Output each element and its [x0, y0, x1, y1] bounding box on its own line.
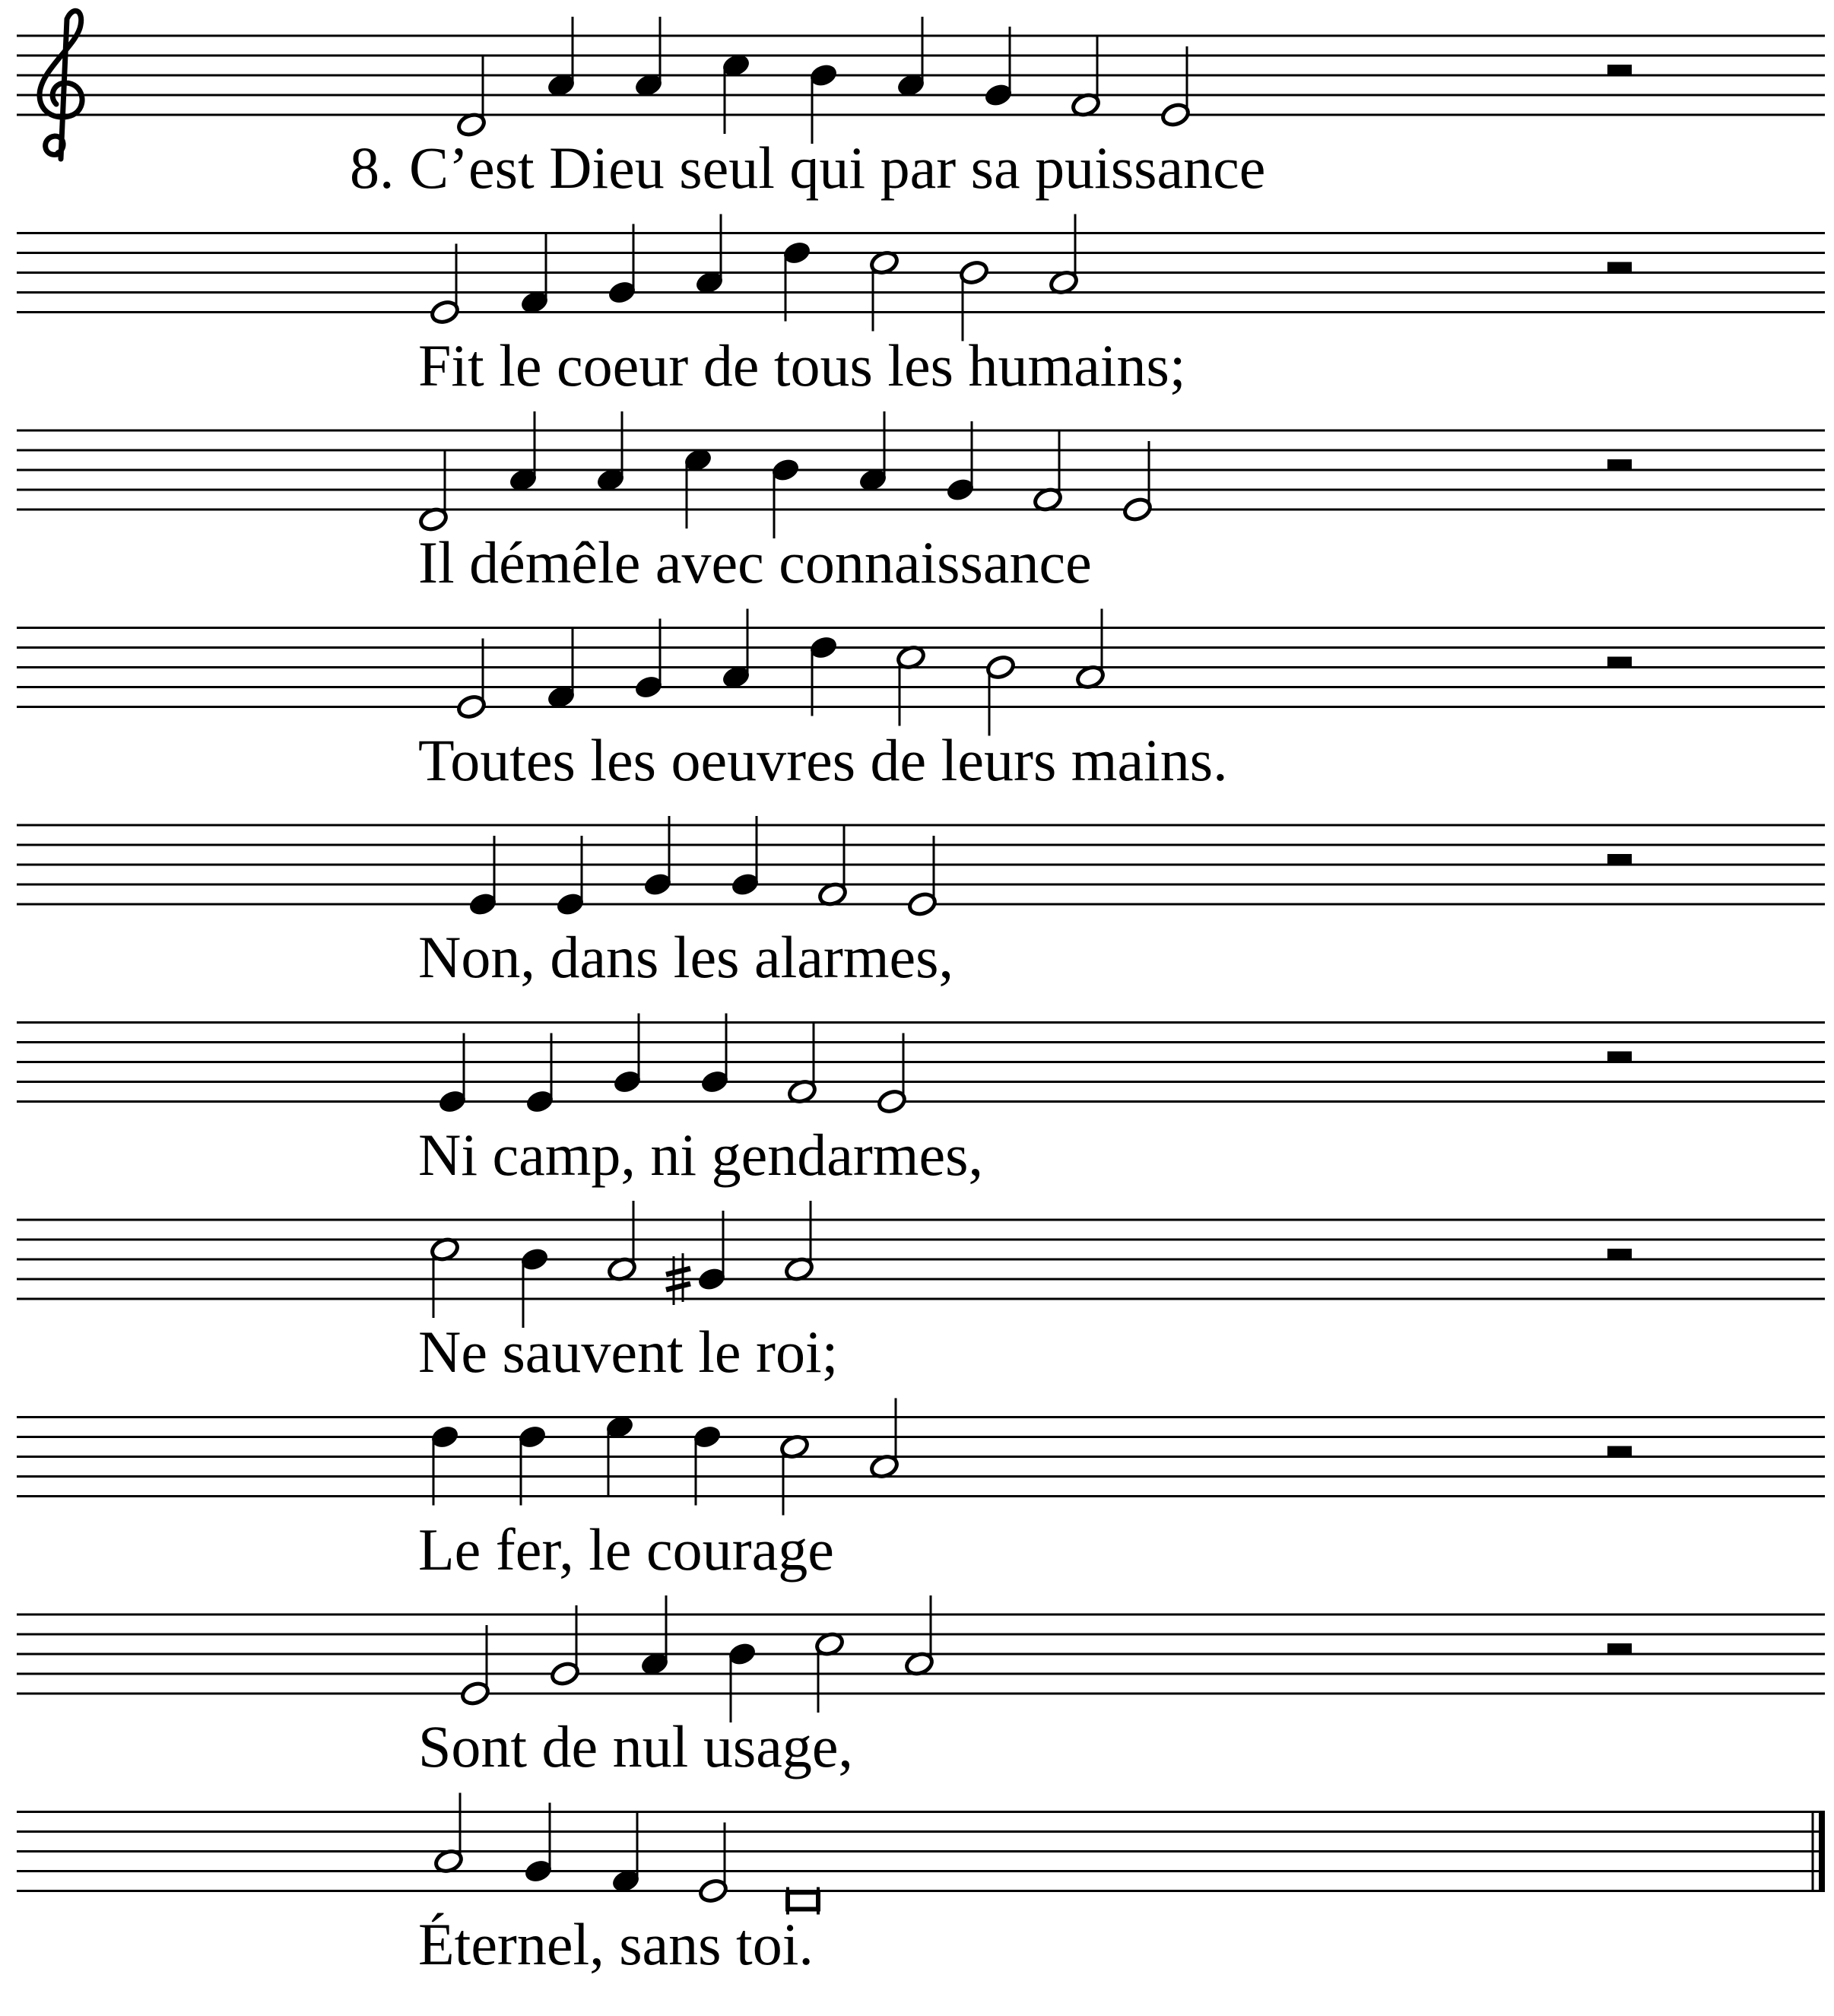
lyric-line-5: Non, dans les alarmes, — [418, 924, 953, 990]
lyric-line-8: Le fer, le courage — [418, 1516, 834, 1583]
half-rest-icon — [1607, 459, 1632, 470]
half-rest-icon — [1607, 1643, 1632, 1654]
half-rest-icon — [1607, 262, 1632, 273]
half-rest-icon — [1607, 854, 1632, 865]
treble-clef-icon — [40, 11, 82, 159]
half-rest-icon — [1607, 657, 1632, 668]
lyric-line-7: Ne sauvent le roi; — [418, 1319, 839, 1385]
lyric-line-1: 8. C’est Dieu seul qui par sa puissance — [350, 135, 1266, 201]
lyric-line-2: Fit le coeur de tous les humains; — [418, 332, 1186, 398]
lyric-line-6: Ni camp, ni gendarmes, — [418, 1121, 983, 1188]
lyric-line-4: Toutes les oeuvres de leurs mains. — [418, 726, 1228, 793]
lyric-line-10: Éternel, sans toi. — [418, 1910, 814, 1977]
half-rest-icon — [1607, 65, 1632, 75]
half-rest-icon — [1607, 1249, 1632, 1259]
breve-note — [788, 1893, 818, 1910]
half-rest-icon — [1607, 1052, 1632, 1062]
half-rest-icon — [1607, 1446, 1632, 1457]
lyric-line-3: Il démêle avec connaissance — [418, 529, 1092, 595]
lyric-line-9: Sont de nul usage, — [418, 1713, 853, 1779]
